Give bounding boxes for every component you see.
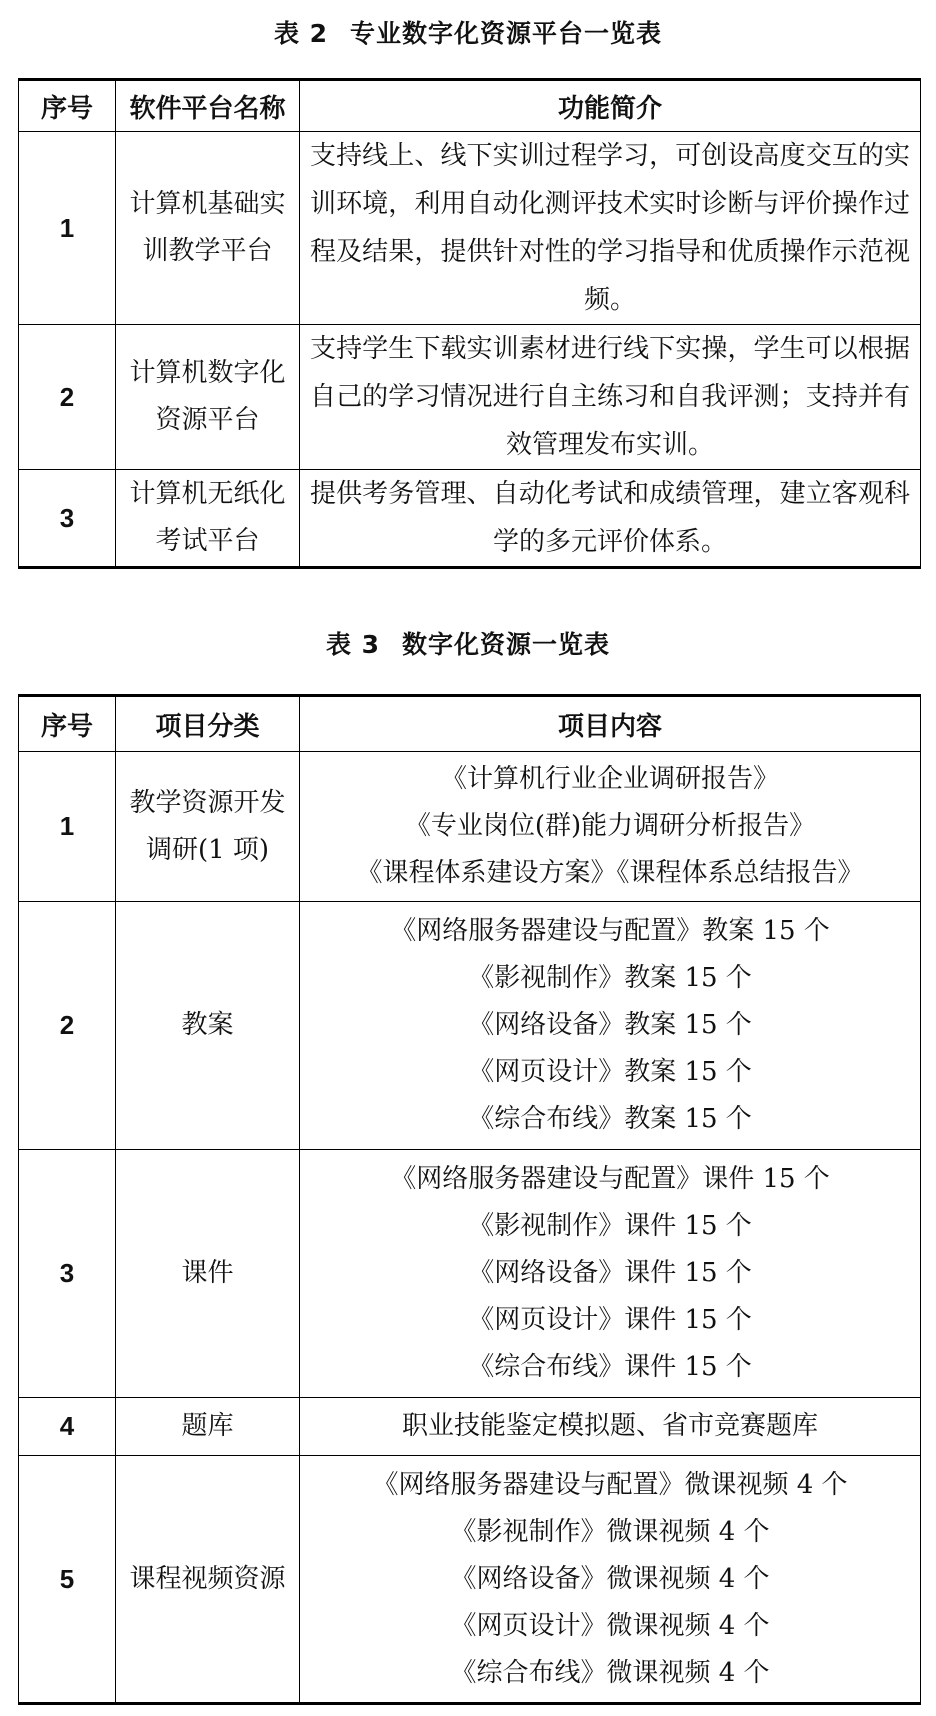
content-line: 《影视制作》微课视频 4 个 [450, 1516, 770, 1547]
table3-row-index: 2 [19, 902, 116, 1150]
table2-row-name: 计算机基础实训教学平台 [116, 132, 300, 325]
table3-row-category: 教案 [116, 902, 300, 1150]
table3-row-content [300, 752, 921, 902]
table3-caption-title: 数字化资源一览表 [402, 630, 611, 659]
table2-row [19, 470, 921, 568]
content-line: 《网络服务器建设与配置》教案 15 个 [390, 916, 830, 946]
content-line: 《网络设备》微课视频 4 个 [450, 1563, 770, 1594]
table3-row-index: 5 [19, 1456, 116, 1704]
table3-row [19, 1398, 921, 1456]
table3-row-category: 课件 [116, 1150, 300, 1398]
content-line: 《网络设备》课件 15 个 [468, 1258, 752, 1288]
content-line: 《影视制作》课件 15 个 [468, 1211, 752, 1241]
content-line: 《网页设计》微课视频 4 个 [450, 1610, 770, 1641]
table3-header-category: 项目分类 [116, 696, 300, 752]
table2-header-function: 功能简介 [300, 80, 921, 132]
table2-row [19, 325, 921, 470]
table3-header-row [19, 696, 921, 752]
content-line: 《综合布线》教案 15 个 [468, 1104, 752, 1134]
table2-row-description: 支持学生下载实训素材进行线下实操，学生可以根据自己的学习情况进行自主练习和自我评测；支持并有效管理发布实训。 [300, 325, 921, 470]
table2-row-name: 计算机数字化资源平台 [116, 325, 300, 470]
table3-row-category: 课程视频资源 [116, 1456, 300, 1704]
table2-row-index: 3 [19, 470, 116, 568]
table3-row [19, 752, 921, 902]
table2-row-index: 1 [19, 132, 116, 325]
table2-caption-title: 专业数字化资源平台一览表 [350, 19, 663, 48]
table3-row-index: 3 [19, 1150, 116, 1398]
content-line: 《综合布线》微课视频 4 个 [450, 1657, 770, 1688]
content-line: 《综合布线》课件 15 个 [468, 1352, 752, 1382]
content-line: 《专业岗位(群)能力调研分析报告》 [404, 811, 816, 841]
content-line: 《网络设备》教案 15 个 [468, 1010, 752, 1040]
table3-row-content [300, 1150, 921, 1398]
table2-row-description: 支持线上、线下实训过程学习，可创设高度交互的实训环境，利用自动化测评技术实时诊断与评价操作过程及结果，提供针对性的学习指导和优质操作示范视频。 [300, 132, 921, 325]
table2-caption-number: 表 2 [273, 19, 329, 48]
table3-header-index: 序号 [19, 696, 116, 752]
content-line: 职业技能鉴定模拟题、省市竞赛题库 [401, 1411, 818, 1441]
content-line: 《影视制作》教案 15 个 [468, 963, 752, 993]
table3-row [19, 1150, 921, 1398]
table2-header-row [19, 80, 921, 132]
content-line: 《网络服务器建设与配置》课件 15 个 [390, 1164, 830, 1194]
table3-header-content: 项目内容 [300, 696, 921, 752]
table2-row-index: 2 [19, 325, 116, 470]
content-line: 《网页设计》课件 15 个 [468, 1305, 752, 1335]
table3-caption-number: 表 3 [325, 630, 381, 659]
content-line: 《计算机行业企业调研报告》 [440, 764, 779, 794]
table3-row-content [300, 1398, 921, 1456]
table3-row-index: 4 [19, 1398, 116, 1456]
table3-row-content [300, 902, 921, 1150]
table2-row-name: 计算机无纸化考试平台 [116, 470, 300, 568]
table2-caption [0, 19, 936, 49]
table3 [18, 694, 921, 1705]
table3-caption [0, 630, 936, 660]
table2 [18, 78, 921, 569]
table2-row-description: 提供考务管理、自动化考试和成绩管理，建立客观科学的多元评价体系。 [300, 470, 921, 568]
content-line: 《课程体系建设方案》《课程体系总结报告》 [356, 858, 864, 888]
content-line: 《网页设计》教案 15 个 [468, 1057, 752, 1087]
table2-row [19, 132, 921, 325]
table3-row-content [300, 1456, 921, 1704]
table2-header-name: 软件平台名称 [116, 80, 300, 132]
table3-row-category: 教学资源开发调研(1 项) [116, 752, 300, 902]
table3-row-index: 1 [19, 752, 116, 902]
table3-row [19, 902, 921, 1150]
table2-header-index: 序号 [19, 80, 116, 132]
table3-row-category: 题库 [116, 1398, 300, 1456]
content-line: 《网络服务器建设与配置》微课视频 4 个 [372, 1469, 848, 1500]
table3-row [19, 1456, 921, 1704]
